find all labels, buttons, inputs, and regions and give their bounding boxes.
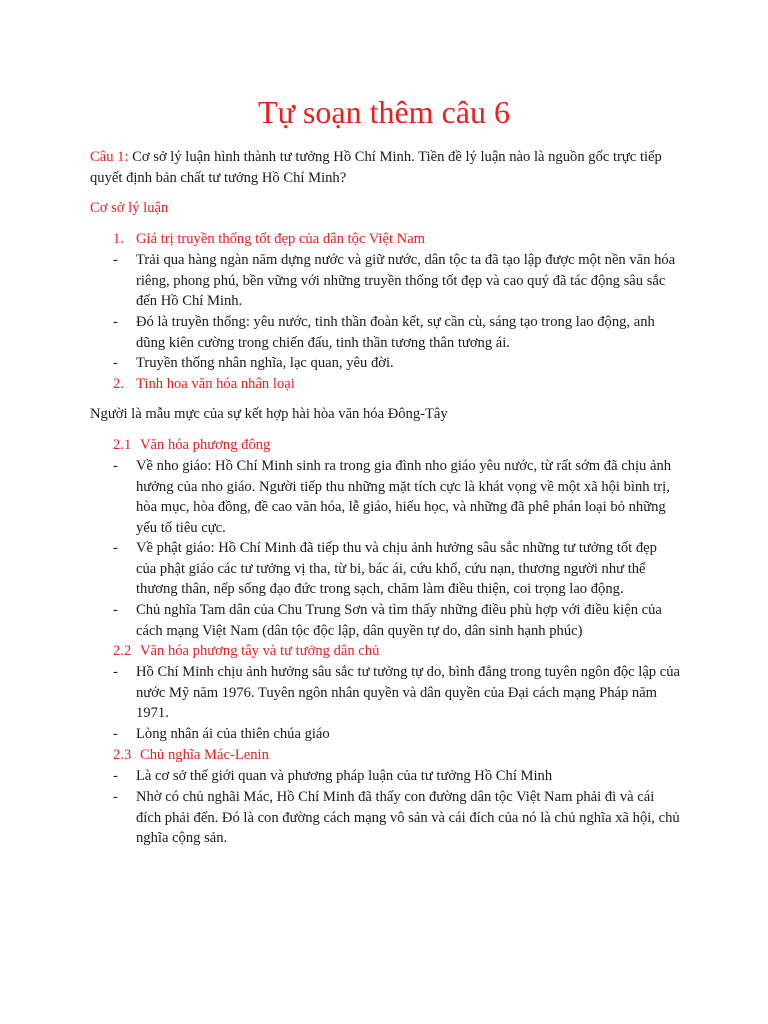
item-number: 1. (113, 231, 124, 247)
bullet-text: Là cơ sở thế giới quan và phương pháp luận của tư tưởng Hồ Chí Minh (136, 768, 553, 784)
subheading-number: 2.3 (113, 747, 132, 763)
bullet-item (113, 787, 680, 849)
bullet-text: Về nho giáo: Hồ Chí Minh sinh ra trong gia đình nho giáo yêu nước, từ rất sớm đã chịu ảnh hưởng của nho giáo. Người tiếp thu những mặt tích cực là khát vọng về một xã hội bình trị, hòa mục, hòa đồng, đề cao văn hóa, lễ giáo, hiếu học, và những đã phê phán loại bỏ những yếu tố tiêu cực. (136, 458, 672, 536)
bullet-text: Lòng nhân ái của thiên chúa giáo (136, 726, 330, 742)
bullet-text: Nhờ có chủ nghãi Mác, Hồ Chí Minh đã thấy con đường dân tộc Việt Nam phải đi và cái đích phải đến. Đó là con đường cách mạng vô sản và cái đích của nó là chủ nghĩa xã hội, chủ nghĩa cộng sản. (136, 789, 680, 846)
bullet-dash: - (113, 664, 118, 680)
page-title: Tự soạn thêm câu 6 (258, 94, 510, 130)
bullet-dash: - (113, 458, 118, 474)
intro-paragraph: Người là mẫu mực của sự kết hợp hài hòa văn hóa Đông-Tây (90, 406, 448, 422)
bullet-item (113, 456, 680, 538)
bullet-dash: - (113, 789, 118, 805)
bullet-dash: - (113, 355, 118, 371)
numbered-item-2 (113, 374, 693, 395)
bullet-text: Trải qua hàng ngàn năm dựng nước và giữ nước, dân tộc ta đã tạo lập được một nền văn hóa riêng, phong phú, bền vững với những truyền thống tốt đẹp và cao quý đã tác động sâu sắc đến Hồ Chí Minh. (136, 252, 676, 309)
bullet-dash: - (113, 602, 118, 618)
bullet-text: Đó là truyền thống: yêu nước, tinh thần đoàn kết, sự cần cù, sáng tạo trong lao động, anh dũng kiên cường trong chiến đấu, tinh thần tương thân tương ái. (136, 314, 655, 351)
bullet-item (113, 538, 680, 600)
bullet-item (113, 353, 680, 374)
subheading-2-3 (113, 745, 693, 766)
bullet-dash: - (113, 726, 118, 742)
bullet-item (113, 600, 680, 641)
bullet-dash: - (113, 768, 118, 784)
bullet-item (113, 766, 680, 787)
numbered-item-1 (113, 229, 693, 250)
bullet-item (113, 312, 680, 353)
item-number: 2. (113, 376, 124, 392)
bullet-item (113, 250, 680, 312)
item-label: Giá trị truyền thống tốt đẹp của dân tộc Việt Nam (136, 231, 426, 247)
question-label: Câu 1: (90, 149, 129, 165)
question-paragraph (90, 147, 690, 188)
subheading-label: Chủ nghĩa Mác-Lenin (140, 747, 269, 763)
subheading-number: 2.2 (113, 643, 132, 659)
bullet-dash: - (113, 252, 118, 268)
bullet-item (113, 662, 680, 724)
bullet-text: Về phật giáo: Hồ Chí Minh đã tiếp thu và chịu ảnh hưởng sâu sắc những tư tưởng tốt đẹp của phật giáo các tư tưởng vị tha, từ bi, bác ái, cứu khổ, cứu nạn, thương người như thể thương thân, nếp sống đạo đức trong sạch, chăm làm điều thiện, coi trọng lao động. (136, 540, 657, 597)
item-label: Tinh hoa văn hóa nhân loại (136, 376, 295, 392)
bullet-text: Hồ Chí Minh chịu ảnh hưởng sâu sắc tư tưởng tự do, bình đẳng trong tuyên ngôn độc lập của nước Mỹ năm 1976. Tuyên ngôn nhân quyền và dân quyền của Đại cách mạng Pháp năm 1971. (136, 664, 680, 721)
bullet-text: Chủ nghĩa Tam dân của Chu Trung Sơn và tìm thấy những điều phù hợp với điều kiện của cách mạng Việt Nam (dân tộc độc lập, dân quyền tự do, dân sinh hạnh phúc) (136, 602, 662, 639)
subheading-number: 2.1 (113, 437, 132, 453)
subheading-label: Văn hóa phương tây và tư tưởng dân chủ (140, 643, 380, 659)
question-text: Cơ sở lý luận hình thành tư tưởng Hồ Chí Minh. Tiền đề lý luận nào là nguồn gốc trực tiếp quyết định bản chất tư tưởng Hồ Chí Minh? (90, 149, 662, 186)
subheading-label: Văn hóa phương đông (140, 437, 271, 453)
subheading-2-2 (113, 641, 693, 662)
bullet-dash: - (113, 314, 118, 330)
bullet-dash: - (113, 540, 118, 556)
bullet-text: Truyền thống nhân nghĩa, lạc quan, yêu đời. (136, 355, 394, 371)
bullet-item (113, 724, 680, 745)
subheading-2-1 (113, 435, 693, 456)
section-heading: Cơ sở lý luận (90, 200, 169, 216)
